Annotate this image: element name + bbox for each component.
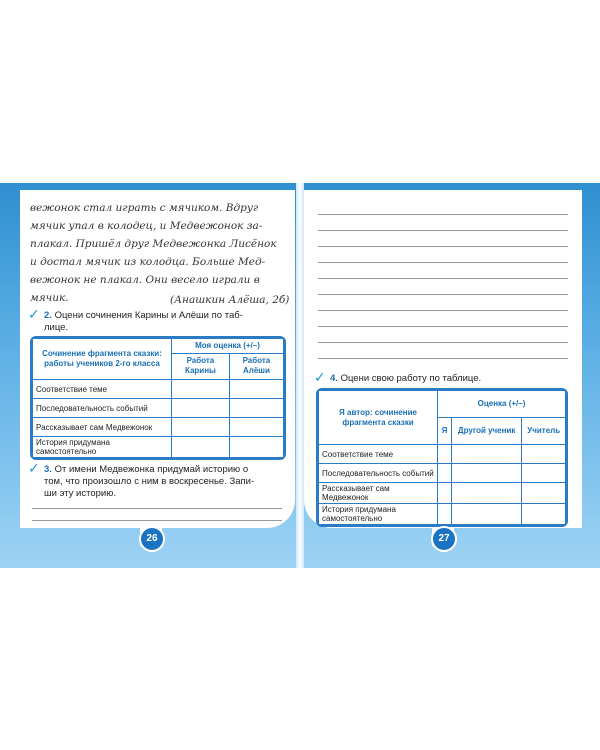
score-cell[interactable] [172,380,230,399]
table-row [33,380,284,399]
task-4-text: Оцени свою работу по таблице. [340,373,482,384]
task-2-instruction [44,310,289,334]
story-line: плакал. Пришёл друг Медвежонка Лисёнок [30,238,277,250]
score-cell[interactable] [451,504,521,525]
left-page [20,190,295,528]
task-2-number: 2. [44,310,52,321]
task-3-instruction [44,464,289,500]
score-cell[interactable] [172,437,230,458]
evaluation-table-2 [32,338,284,458]
table-2-col-alesha: Работа Алёши [229,353,283,379]
task-3-text-line1: От имени Медвежонка придумай историю о [54,464,249,475]
table-2-col-karina: Работа Карины [172,353,230,379]
task-2-text-line2: лице. [44,322,69,333]
table-row [33,399,284,418]
score-cell[interactable] [229,380,283,399]
score-cell[interactable] [172,418,230,437]
score-cell[interactable] [172,399,230,418]
score-cell[interactable] [522,483,566,504]
writing-line[interactable] [318,310,568,311]
task-2-text-line1: Оцени сочинения Карины и Алёши по таб- [54,310,243,321]
score-cell[interactable] [522,445,566,464]
table-row [319,504,566,525]
score-cell[interactable] [451,445,521,464]
story-line: мячик упал в колодец, и Медвежонок за- [30,220,263,232]
evaluation-table-4-frame [316,388,568,527]
score-cell[interactable] [229,437,283,458]
table-row [319,483,566,504]
table-2-head-title: Сочинение фрагмента сказки: работы учеников 2-го класса [33,339,172,380]
page-number-26: 26 [139,526,165,552]
task-3-text-line2: том, что произошло с ним в воскресенье. Запи- [44,476,255,487]
writing-line[interactable] [318,246,568,247]
table-row [33,418,284,437]
table-4-row-label: Соответствие теме [319,445,438,464]
writing-line[interactable] [318,326,568,327]
table-row [319,445,566,464]
right-page [304,190,582,528]
table-4-head-title: Я автор: сочинение фрагмента сказки [319,391,438,445]
table-4-col-teacher: Учитель [522,418,566,445]
task-3-text-line3: ши эту историю. [44,488,116,499]
writing-line[interactable] [318,294,568,295]
task-4-instruction [330,373,575,385]
score-cell[interactable] [438,483,452,504]
table-4-col-self: Я [438,418,452,445]
table-row [33,437,284,458]
checkmark-icon: ✓ [28,461,40,477]
story-line: вежонок стал играть с мячиком. Вдруг [30,202,259,214]
checkmark-icon: ✓ [314,370,326,386]
table-4-col-other-student: Другой ученик [451,418,521,445]
score-cell[interactable] [522,464,566,483]
score-cell[interactable] [451,483,521,504]
table-4-row-label: Последовательность событий [319,464,438,483]
writing-line[interactable] [32,508,282,509]
table-2-row-label: Рассказывает сам Медвежонок [33,418,172,437]
task-4-number: 4. [330,373,338,384]
evaluation-table-2-frame [30,336,286,460]
score-cell[interactable] [438,504,452,525]
table-4-head-group: Оценка (+/–) [438,391,566,418]
table-4-row-label: История придумана самостоятельно [319,504,438,525]
writing-line[interactable] [318,262,568,263]
writing-line[interactable] [32,520,282,521]
score-cell[interactable] [522,504,566,525]
writing-line[interactable] [318,358,568,359]
story-line: мячик. [30,292,69,304]
writing-line[interactable] [318,214,568,215]
story-line: и достал мячик из колодца. Больше Мед- [30,256,266,268]
score-cell[interactable] [438,464,452,483]
table-2-head-group: Моя оценка (+/–) [172,339,284,354]
book-spine [296,183,304,568]
writing-line[interactable] [318,230,568,231]
table-4-row-label: Рассказывает сам Медвежонок [319,483,438,504]
checkmark-icon: ✓ [28,307,40,323]
writing-line[interactable] [318,278,568,279]
score-cell[interactable] [229,418,283,437]
score-cell[interactable] [229,399,283,418]
score-cell[interactable] [451,464,521,483]
task-3-number: 3. [44,464,52,475]
table-2-row-label: Соответствие теме [33,380,172,399]
page-number-27: 27 [431,526,457,552]
table-row [319,464,566,483]
story-line: вежонок не плакал. Они весело играли в [30,274,260,286]
evaluation-table-4 [318,390,566,525]
story-signature: (Анашкин Алёша, 2б) [170,294,290,306]
writing-line[interactable] [318,342,568,343]
score-cell[interactable] [438,445,452,464]
table-2-row-label: Последовательность событий [33,399,172,418]
table-2-row-label: История придумана самостоятельно [33,437,172,458]
